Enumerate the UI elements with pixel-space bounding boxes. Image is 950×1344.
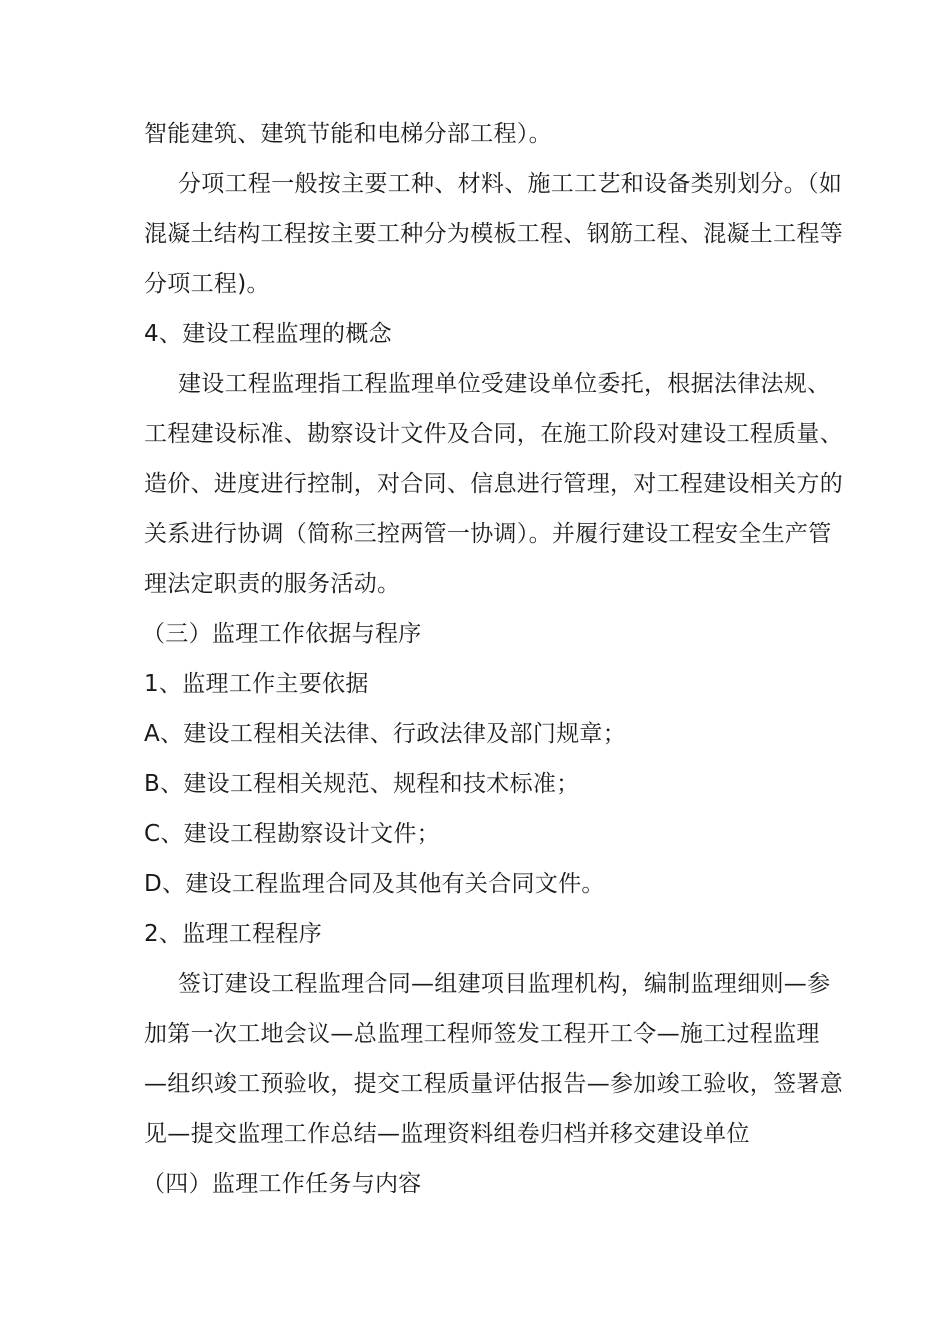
- text-line: 理法定职责的服务活动。: [144, 571, 401, 597]
- section-heading: 2、监理工程程序: [144, 921, 323, 947]
- text-line: 加第一次工地会议—总监理工程师签发工程开工令—施工过程监理: [144, 1021, 820, 1047]
- section-heading: 4、建设工程监理的概念: [144, 321, 392, 347]
- paragraph-line: 建设工程监理指工程监理单位受建设单位委托，根据法律法规、: [178, 371, 831, 397]
- text-line: —组织竣工预验收，提交工程质量评估报告—参加竣工验收，签署意: [144, 1071, 843, 1097]
- text-line: 工程建设标准、勘察设计文件及合同，在施工阶段对建设工程质量、: [144, 421, 843, 447]
- section-heading: （四）监理工作任务与内容: [142, 1171, 422, 1197]
- paragraph-line: 分项工程一般按主要工种、材料、施工工艺和设备类别划分。（如: [178, 171, 843, 197]
- section-heading: （三）监理工作依据与程序: [142, 621, 422, 647]
- text-line: 分项工程)。: [144, 271, 270, 297]
- list-item: C、建设工程勘察设计文件；: [144, 821, 440, 847]
- paragraph-line: 签订建设工程监理合同—组建项目监理机构，编制监理细则—参: [178, 971, 831, 997]
- text-line: 混凝土结构工程按主要工种分为模板工程、钢筋工程、混凝土工程等: [144, 221, 843, 247]
- text-line: 造价、进度进行控制，对合同、信息进行管理，对工程建设相关方的: [144, 471, 843, 497]
- list-item: A、建设工程相关法律、行政法律及部门规章；: [144, 721, 627, 747]
- text-line: 关系进行协调（简称三控两管一协调）。并履行建设工程安全生产管: [144, 521, 832, 547]
- text-line: 见—提交监理工作总结—监理资料组卷归档并移交建设单位: [144, 1121, 750, 1147]
- list-item: D、建设工程监理合同及其他有关合同文件。: [144, 871, 605, 897]
- section-heading: 1、监理工作主要依据: [144, 671, 369, 697]
- text-line: 智能建筑、建筑节能和电梯分部工程）。: [144, 121, 552, 147]
- list-item: B、建设工程相关规范、规程和技术标准；: [144, 771, 580, 797]
